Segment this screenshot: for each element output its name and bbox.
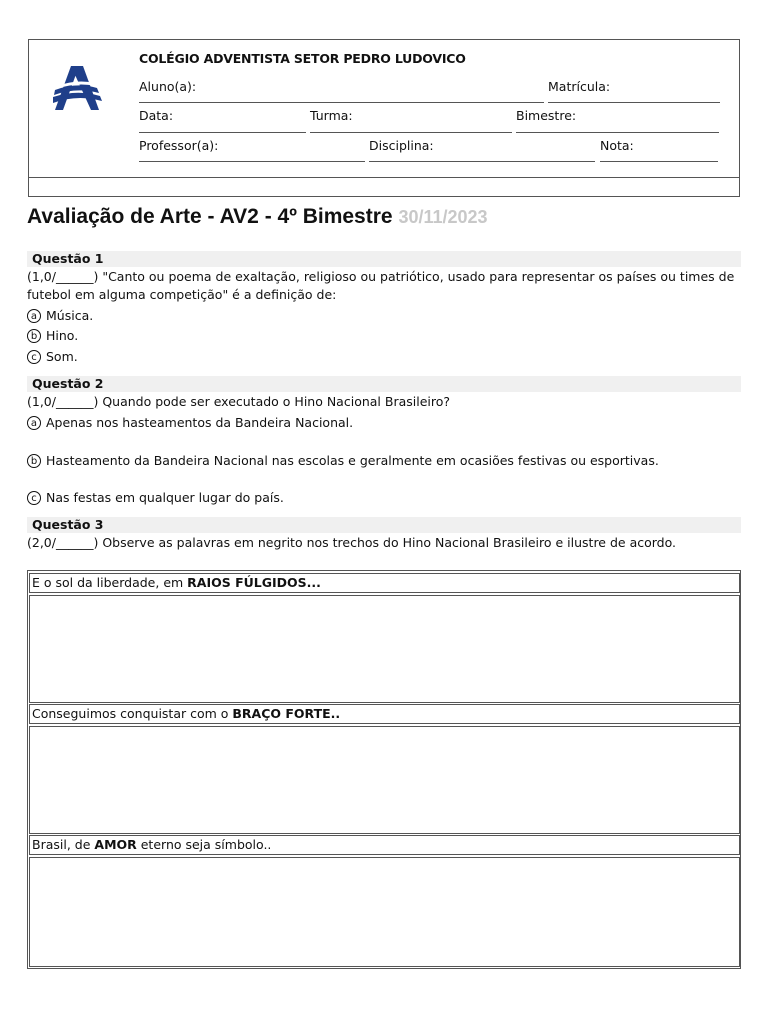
class-label: Turma:: [310, 108, 353, 123]
question-3-line-1: (2,0/______) Observe as palavras em negrito nos trechos do Hino Nacional Brasileiro e ilustre de acordo.: [27, 535, 677, 550]
verse-text: Brasil, de: [32, 837, 95, 852]
question-1-option-a[interactable]: [27, 308, 93, 323]
verse-text: Conseguimos conquistar com o: [32, 706, 233, 721]
grade-label: Nota:: [600, 138, 634, 153]
enrollment-label: Matrícula:: [548, 79, 611, 94]
option-text: Música.: [46, 308, 94, 323]
option-text: Apenas nos hasteamentos da Bandeira Nacional.: [46, 415, 354, 430]
date-label: Data:: [139, 108, 174, 123]
enrollment-line[interactable]: [548, 102, 720, 103]
verse-1-drawing-area[interactable]: [29, 595, 740, 703]
option-letter-circle: a: [27, 416, 41, 430]
school-name: COLÉGIO ADVENTISTA SETOR PEDRO LUDOVICO: [139, 51, 466, 66]
header-strip: [28, 178, 740, 197]
option-letter-circle: b: [27, 329, 41, 343]
option-letter-circle: c: [27, 491, 41, 505]
student-label: Aluno(a):: [139, 79, 197, 94]
term-label: Bimestre:: [516, 108, 577, 123]
question-2-line-1: (1,0/______) Quando pode ser executado o Hino Nacional Brasileiro?: [27, 394, 451, 409]
verse-bold-word: BRAÇO FORTE..: [232, 706, 341, 721]
question-2-option-a[interactable]: [27, 415, 353, 430]
subject-line[interactable]: [369, 161, 595, 162]
verse-1-label: [29, 573, 740, 593]
page-title: [27, 205, 488, 229]
option-letter-circle: a: [27, 309, 41, 323]
question-1-option-b[interactable]: [27, 328, 78, 343]
question-3-header: Questão 3: [27, 517, 741, 533]
question-2-option-c[interactable]: [27, 490, 284, 505]
term-line[interactable]: [516, 132, 719, 133]
subject-label: Disciplina:: [369, 138, 434, 153]
option-letter-circle: c: [27, 350, 41, 364]
verse-3-drawing-area[interactable]: [29, 857, 740, 967]
option-letter-circle: b: [27, 454, 41, 468]
question-1-header: Questão 1: [27, 251, 741, 267]
option-text: Hasteamento da Bandeira Nacional nas escolas e geralmente em ocasiões festivas ou esportivas.: [46, 453, 659, 468]
option-text: Hino.: [46, 328, 79, 343]
option-text: Nas festas em qualquer lugar do país.: [46, 490, 284, 505]
verse-bold-word: RAIOS FÚLGIDOS...: [187, 575, 321, 590]
question-1-line-2: futebol em alguma competição" é a definição de:: [27, 287, 337, 302]
question-2-option-b[interactable]: [27, 453, 659, 468]
verse-text: eterno seja símbolo..: [136, 837, 272, 852]
verse-text: E o sol da liberdade, em: [32, 575, 188, 590]
verse-bold-word: AMOR: [94, 837, 137, 852]
title-text: Avaliação de Arte - AV2 - 4º Bimestre: [27, 205, 393, 228]
verse-3-label: [29, 835, 740, 855]
teacher-line[interactable]: [139, 161, 365, 162]
student-line[interactable]: [139, 102, 544, 103]
question-1-line-1: (1,0/______) "Canto ou poema de exaltação, religioso ou patriótico, usado para representar os países ou times de: [27, 269, 735, 284]
date-line[interactable]: [139, 132, 306, 133]
grade-line[interactable]: [600, 161, 718, 162]
class-line[interactable]: [310, 132, 512, 133]
question-2-header: Questão 2: [27, 376, 741, 392]
option-text: Som.: [46, 349, 78, 364]
title-date: 30/11/2023: [398, 207, 488, 227]
school-logo-icon: [53, 66, 105, 112]
verse-2-label: [29, 704, 740, 724]
teacher-label: Professor(a):: [139, 138, 219, 153]
question-1-option-c[interactable]: [27, 349, 78, 364]
verse-2-drawing-area[interactable]: [29, 726, 740, 834]
